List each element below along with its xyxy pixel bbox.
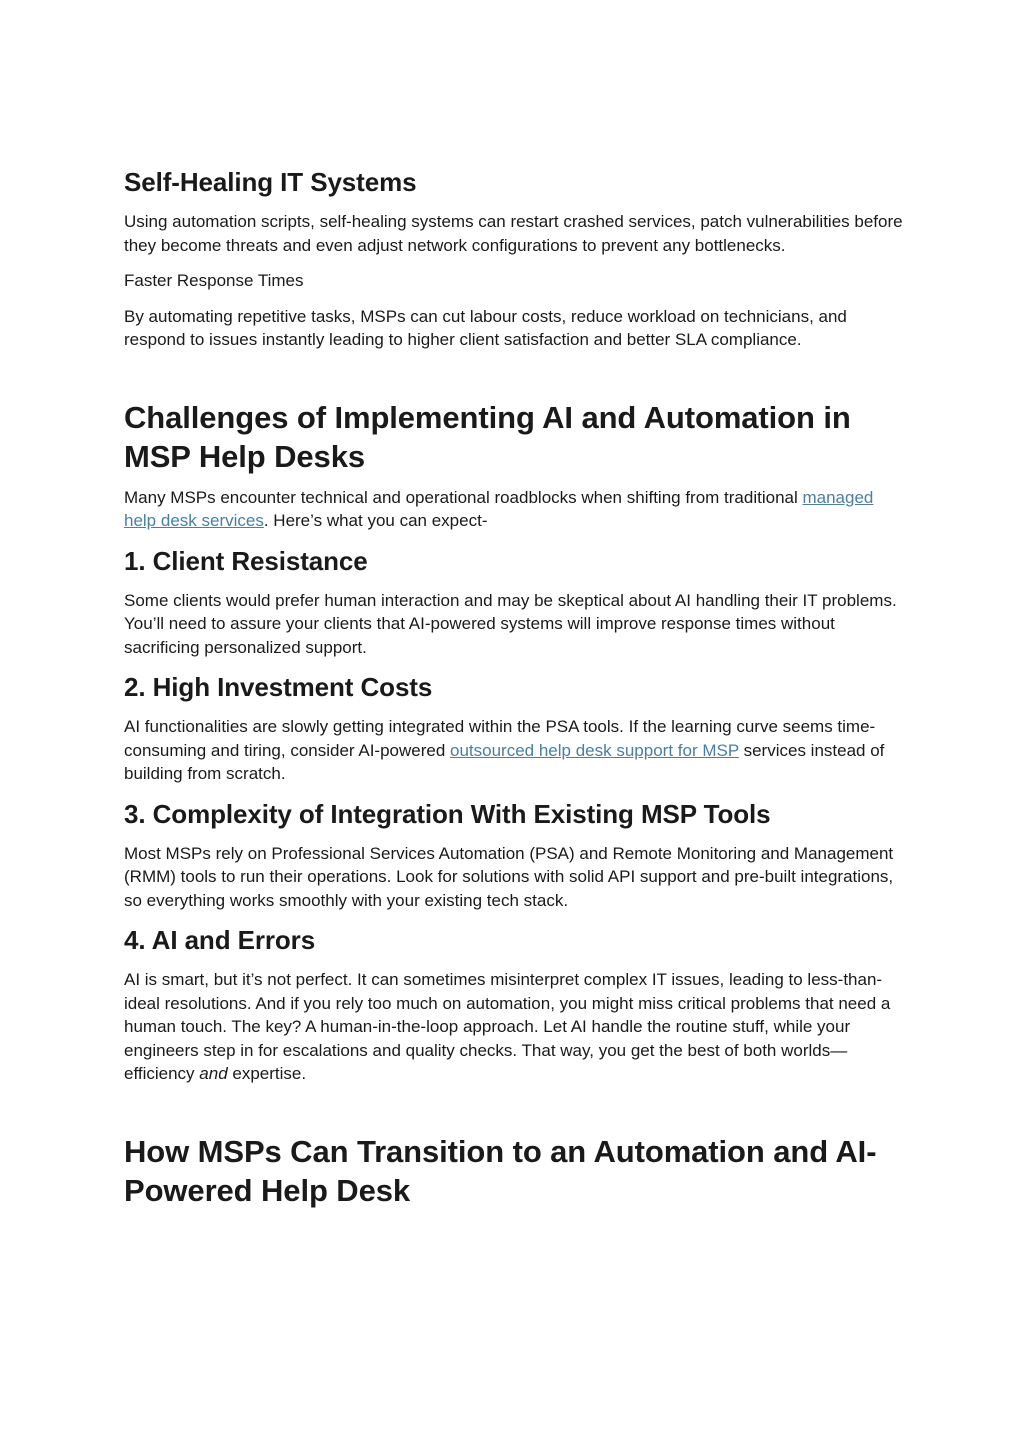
paragraph-investment-costs <box>124 715 904 786</box>
paragraph-challenges-intro <box>124 486 904 533</box>
section-heading-self-healing: Self-Healing IT Systems <box>124 167 417 197</box>
ai-errors-text-end: expertise. <box>227 1064 307 1083</box>
ai-errors-text: AI is smart, but it’s not perfect. It can sometimes misinterpret complex IT issues, leading to less-than-ideal resolutions. And if you rely too much on automation, you might miss critical problems that need a human touch. The key? A human-in-the-loop approach. Let AI handle the routine stuff, while your engineers step in for escalations and quality checks. That way, you get the best of both worlds—efficiency <box>124 970 891 1083</box>
section-heading-transition: How MSPs Can Transition to an Automation and AI-Powered Help Desk <box>124 1133 877 1208</box>
paragraph-client-resistance: Some clients would prefer human interaction and may be skeptical about AI handling their IT problems. You’ll need to assure your clients that AI-powered systems will improve response times without sacrificing personalized support. <box>124 590 897 657</box>
paragraph-integration-complexity: Most MSPs rely on Professional Services Automation (PSA) and Remote Monitoring and Management (RMM) tools to run their operations. Look for solutions with solid API support and pre-built integrations, so everything works smoothly with your existing tech stack. <box>124 843 894 910</box>
managed-help-desk-link[interactable]: managed help desk services <box>124 487 874 530</box>
ai-errors-italic: and <box>199 1064 228 1083</box>
investment-text: AI functionalities are slowly getting integrated within the PSA tools. If the learning curve seems time-consuming and tiring, consider AI-powered <box>124 717 876 760</box>
spacer <box>124 1098 904 1132</box>
subheading-ai-errors: 4. AI and Errors <box>124 925 316 955</box>
paragraph-automating-tasks: By automating repetitive tasks, MSPs can cut labour costs, reduce workload on technicians, and respond to issues instantly leading to higher client satisfaction and better SLA compliance. <box>124 306 847 349</box>
outsourced-help-desk-link[interactable]: outsourced help desk support for MSP <box>450 740 739 760</box>
subheading-investment-costs: 2. High Investment Costs <box>124 672 433 702</box>
spacer <box>124 364 904 398</box>
paragraph-faster-response: Faster Response Times <box>124 271 304 290</box>
intro-text: Many MSPs encounter technical and operational roadblocks when shifting from traditional <box>124 487 803 507</box>
subheading-client-resistance: 1. Client Resistance <box>124 545 368 576</box>
investment-text-end: services instead of building from scratch. <box>124 740 885 783</box>
paragraph-ai-errors <box>124 968 904 1086</box>
paragraph-self-healing: Using automation scripts, self-healing systems can restart crashed services, patch vulnerabilities before they become threats and even adjust network configurations to prevent any bottlenecks. <box>124 212 903 255</box>
subheading-integration-complexity: 3. Complexity of Integration With Existing MSP Tools <box>124 798 771 829</box>
section-heading-challenges: Challenges of Implementing AI and Automation in MSP Help Desks <box>124 399 851 474</box>
document-page <box>124 166 904 1220</box>
intro-text-end: . Here’s what you can expect- <box>263 511 488 530</box>
